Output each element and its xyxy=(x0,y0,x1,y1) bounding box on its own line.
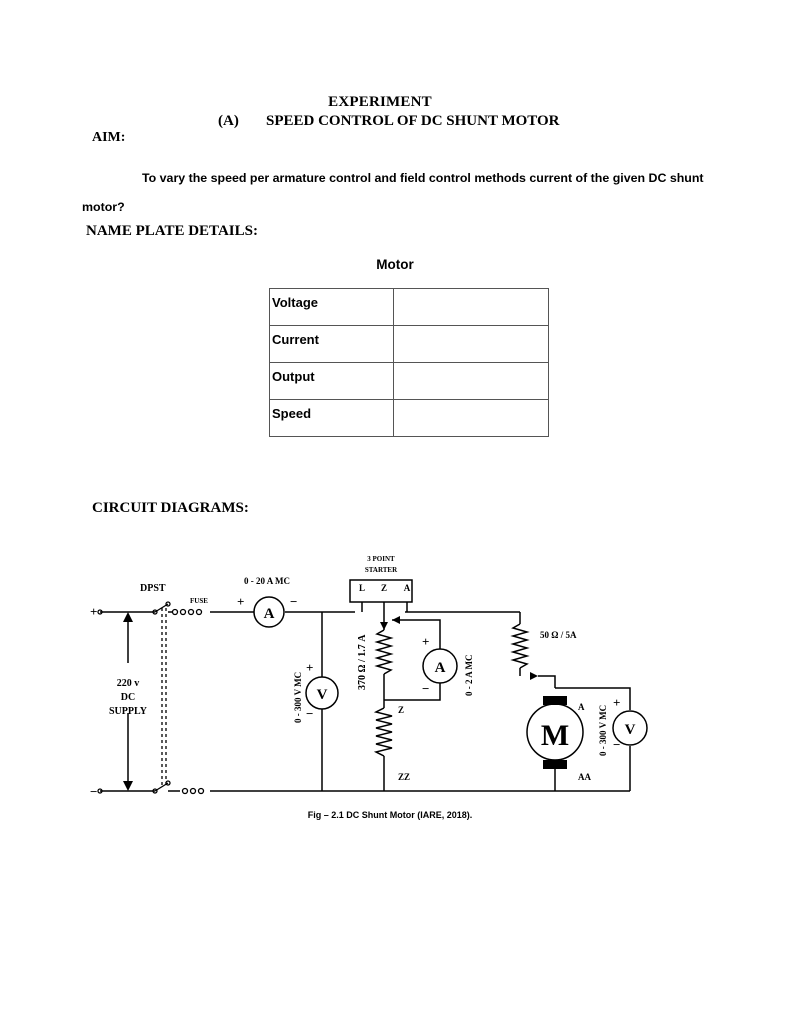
supply-label: SUPPLY xyxy=(109,706,147,717)
field-winding-zz: ZZ xyxy=(398,772,411,782)
supply-voltmeter-plus: + xyxy=(306,660,314,675)
table-row xyxy=(270,400,549,437)
main-ammeter-symbol: A xyxy=(263,606,275,622)
starter-terminal-a: A xyxy=(403,583,411,593)
field-ammeter-label: 0 - 2 A MC xyxy=(464,654,474,696)
row-label-speed: Speed xyxy=(270,400,394,437)
name-plate-heading: NAME PLATE DETAILS: xyxy=(86,223,258,239)
aim-heading: AIM: xyxy=(92,130,126,145)
armature-terminal-aa: AA xyxy=(578,772,591,782)
field-ammeter-minus: − xyxy=(422,681,430,696)
supply-voltmeter-label: 0 - 300 V MC xyxy=(293,671,303,723)
row-label-output: Output xyxy=(270,363,394,400)
supply-plus-terminal: + xyxy=(90,604,98,619)
subtitle-part-title: SPEED CONTROL OF DC SHUNT MOTOR xyxy=(266,113,560,129)
starter-label-line1: 3 POINT xyxy=(367,555,395,563)
motor-table-title: Motor xyxy=(376,257,414,272)
aim-text xyxy=(82,164,722,222)
armature-voltmeter-plus: + xyxy=(613,695,621,710)
row-value-voltage xyxy=(394,289,549,326)
figure-caption: Fig – 2.1 DC Shunt Motor (IARE, 2018). xyxy=(307,810,473,820)
supply-minus-terminal: − xyxy=(90,784,98,799)
name-plate-table xyxy=(269,288,549,437)
supply-dc-label: DC xyxy=(120,692,136,703)
table-row xyxy=(270,326,549,363)
circuit-heading: CIRCUIT DIAGRAMS: xyxy=(92,500,249,516)
starter-terminal-z: Z xyxy=(380,583,388,593)
field-rheostat-label: 370 Ω / 1.7 A xyxy=(357,634,368,690)
armature-rheostat-label: 50 Ω / 5A xyxy=(540,630,577,640)
dpst-label: DPST xyxy=(140,583,166,594)
row-label-voltage: Voltage xyxy=(270,289,394,326)
armature-voltmeter-label: 0 - 300 V MC xyxy=(598,704,608,756)
row-value-output xyxy=(394,363,549,400)
starter-label-line2: STARTER xyxy=(364,566,398,574)
aim-text-body: To vary the speed per armature control and field control methods current of the given DC shunt motor? xyxy=(82,171,704,214)
field-ammeter-symbol: A xyxy=(434,660,446,676)
row-value-current xyxy=(394,326,549,363)
table-row xyxy=(270,363,549,400)
starter-terminal-l: L xyxy=(358,583,366,593)
main-ammeter-minus: − xyxy=(290,594,298,609)
main-ammeter-label: 0 - 20 A MC xyxy=(244,576,290,586)
field-ammeter-plus: + xyxy=(422,634,430,649)
supply-voltmeter-symbol: V xyxy=(316,687,328,703)
row-label-current: Current xyxy=(270,326,394,363)
armature-terminal-a: A xyxy=(578,702,585,712)
fuse-label: FUSE xyxy=(190,597,208,605)
dc-shunt-motor-circuit xyxy=(80,548,650,803)
row-value-speed xyxy=(394,400,549,437)
field-winding-z: Z xyxy=(398,705,405,715)
main-ammeter-plus: + xyxy=(237,594,245,609)
experiment-subtitle xyxy=(218,113,560,130)
armature-voltmeter-minus: − xyxy=(613,737,621,752)
supply-voltage-label: 220 v xyxy=(116,678,140,689)
supply-voltmeter-minus: − xyxy=(306,706,314,721)
table-row xyxy=(270,289,549,326)
armature-voltmeter-symbol: V xyxy=(624,722,636,738)
experiment-title: EXPERIMENT xyxy=(328,94,432,110)
motor-symbol: M xyxy=(540,719,570,752)
subtitle-part-label: (A) xyxy=(218,113,239,129)
